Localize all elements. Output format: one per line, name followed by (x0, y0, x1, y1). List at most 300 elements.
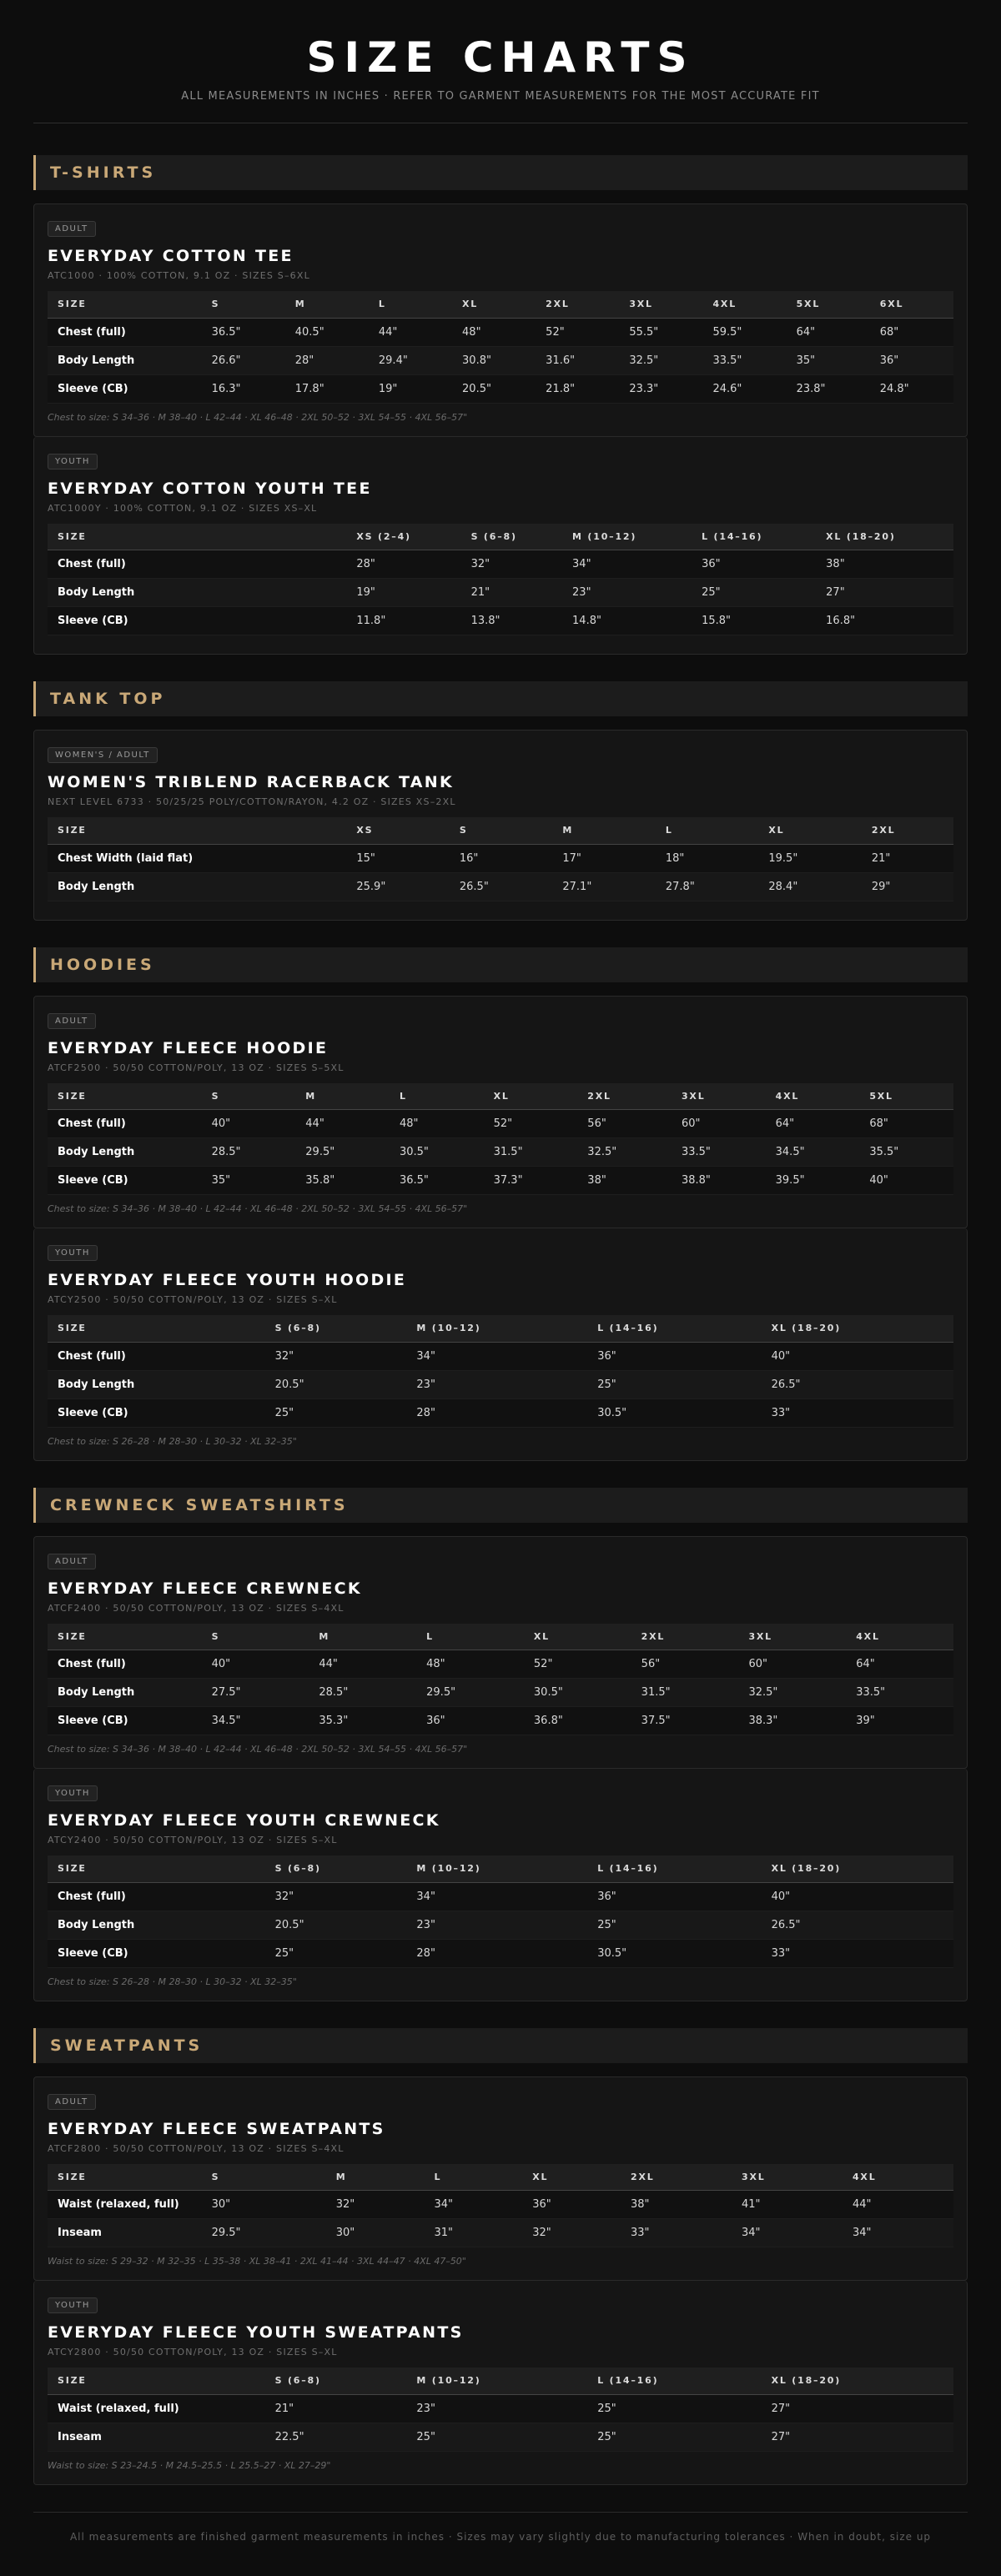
size-column-header: M (285, 291, 369, 318)
table-header-row (48, 2164, 953, 2191)
measurement-value: 20.5" (265, 1911, 407, 1939)
table-row (48, 579, 953, 607)
measurement-label: Chest (full) (48, 318, 202, 346)
size-section (33, 2028, 968, 2485)
table-row (48, 1138, 953, 1167)
section-header (33, 2028, 968, 2063)
table-row (48, 2394, 953, 2423)
size-column-header: S (202, 2164, 326, 2191)
audience-badge: YOUTH (48, 1785, 98, 1801)
measurement-value: 39" (846, 1707, 953, 1735)
measurement-value: 16" (450, 844, 553, 872)
measurement-value: 38" (621, 2191, 732, 2219)
table-row (48, 346, 953, 374)
measurement-value: 23" (406, 1911, 587, 1939)
section-header (33, 947, 968, 982)
size-column-header: XL (484, 1083, 578, 1110)
audience-badge: ADULT (48, 2094, 96, 2110)
measurement-value: 27" (816, 579, 953, 607)
measurement-label: Chest (full) (48, 1342, 265, 1370)
size-column-header: S (202, 1083, 296, 1110)
table-header-row (48, 1855, 953, 1882)
size-column-header: M (10–12) (406, 2368, 587, 2394)
measurement-value: 38" (577, 1167, 672, 1195)
size-column-header: 4XL (766, 1083, 860, 1110)
measurement-value: 52" (524, 1650, 631, 1679)
table-header-row (48, 1083, 953, 1110)
measurement-value: 32.5" (577, 1138, 672, 1167)
measurement-value: 21" (862, 844, 953, 872)
table-row (48, 2423, 953, 2451)
measurement-value: 52" (536, 318, 619, 346)
size-column-header: 2XL (862, 817, 953, 844)
product-name: EVERYDAY FLEECE SWEATPANTS (48, 2119, 385, 2138)
measurement-value: 29.5" (295, 1138, 390, 1167)
product-card (33, 1769, 968, 2001)
measurement-value: 28.4" (758, 872, 862, 901)
table-row (48, 1167, 953, 1195)
product-name: EVERYDAY COTTON TEE (48, 247, 294, 265)
measurement-value: 25" (587, 2394, 761, 2423)
table-row (48, 2219, 953, 2247)
table-header-row (48, 817, 953, 844)
measurement-label: Sleeve (CB) (48, 374, 202, 403)
measurement-value: 40" (202, 1650, 309, 1679)
measurement-value: 33.5" (846, 1679, 953, 1707)
measurement-value: 30.5" (524, 1679, 631, 1707)
audience-badge: WOMEN'S / ADULT (48, 747, 158, 763)
measurement-value: 27" (762, 2394, 953, 2423)
measurement-label: Body Length (48, 579, 346, 607)
size-column-header: SIZE (48, 1083, 202, 1110)
measurement-value: 48" (416, 1650, 524, 1679)
measurement-value: 23.8" (787, 374, 870, 403)
product-meta: ATCY2800 · 50/50 COTTON/POLY, 13 OZ · SIZES S–XL (48, 2347, 338, 2358)
measurement-value: 38.3" (738, 1707, 846, 1735)
measurement-value: 21.8" (536, 374, 619, 403)
fit-note: Chest to size: S 34–36 · M 38–40 · L 42–44 · XL 46–48 · 2XL 50–52 · 3XL 54–55 · 4XL 56–57" (48, 411, 468, 423)
measurement-value: 14.8" (562, 607, 692, 635)
measurement-value: 32" (265, 1342, 407, 1370)
product-name: EVERYDAY COTTON YOUTH TEE (48, 479, 372, 498)
size-table (48, 1083, 953, 1196)
audience-badge: YOUTH (48, 2297, 98, 2313)
measurement-value: 36" (692, 550, 816, 579)
table-row (48, 1110, 953, 1138)
measurement-value: 33.5" (702, 346, 786, 374)
size-column-header: M (309, 1624, 416, 1650)
product-meta: ATC1000 · 100% COTTON, 9.1 OZ · SIZES S–6XL (48, 270, 310, 281)
measurement-label: Sleeve (CB) (48, 1167, 202, 1195)
measurement-label: Body Length (48, 346, 202, 374)
measurement-value: 36" (587, 1342, 761, 1370)
measurement-value: 23.3" (619, 374, 702, 403)
table-row (48, 1939, 953, 1967)
measurement-value: 25" (265, 1398, 407, 1427)
size-table (48, 1855, 953, 1968)
size-column-header: M (552, 817, 656, 844)
measurement-value: 68" (870, 318, 953, 346)
measurement-value: 40" (762, 1882, 953, 1911)
measurement-label: Sleeve (CB) (48, 1398, 265, 1427)
measurement-value: 29" (862, 872, 953, 901)
fit-note: Waist to size: S 23–24.5 · M 24.5–25.5 · L 25.5–27 · XL 27–29" (48, 2459, 331, 2471)
measurement-value: 21" (265, 2394, 407, 2423)
size-column-header: L (14–16) (587, 2368, 761, 2394)
measurement-value: 52" (484, 1110, 578, 1138)
measurement-value: 27.1" (552, 872, 656, 901)
measurement-value: 33.5" (672, 1138, 766, 1167)
size-column-header: S (6–8) (265, 1315, 407, 1342)
measurement-value: 36.8" (524, 1707, 631, 1735)
measurement-value: 32" (522, 2219, 621, 2247)
measurement-value: 56" (577, 1110, 672, 1138)
product-meta: ATCY2400 · 50/50 COTTON/POLY, 13 OZ · SIZES S–XL (48, 1835, 338, 1845)
measurement-value: 33" (621, 2219, 732, 2247)
section-header (33, 1488, 968, 1523)
measurement-value: 20.5" (265, 1370, 407, 1398)
table-row (48, 844, 953, 872)
audience-badge: ADULT (48, 1013, 96, 1029)
size-column-header: XL (452, 291, 536, 318)
size-column-header: L (369, 291, 452, 318)
page-title: SIZE CHARTS (306, 33, 695, 82)
section-title: SWEATPANTS (50, 2036, 204, 2055)
size-column-header: 4XL (843, 2164, 953, 2191)
page-footer: All measurements are finished garment measurements in inches · Sizes may vary slightly due to manufacturing tolerances · When in doubt, size up (33, 2512, 968, 2576)
size-table (48, 524, 953, 636)
measurement-value: 31.5" (484, 1138, 578, 1167)
section-header (33, 681, 968, 716)
size-column-header: L (14–16) (587, 1315, 761, 1342)
table-row (48, 1707, 953, 1735)
size-column-header: S (6–8) (461, 524, 562, 550)
measurement-value: 32" (461, 550, 562, 579)
measurement-value: 29.5" (416, 1679, 524, 1707)
measurement-value: 34" (732, 2219, 843, 2247)
size-column-header: 2XL (621, 2164, 732, 2191)
size-column-header: M (10–12) (562, 524, 692, 550)
measurement-value: 60" (738, 1650, 846, 1679)
measurement-value: 48" (452, 318, 536, 346)
measurement-value: 34.5" (202, 1707, 309, 1735)
measurement-value: 24.6" (702, 374, 786, 403)
size-column-header: 5XL (859, 1083, 953, 1110)
product-card (33, 1228, 968, 1461)
measurement-value: 36.5" (390, 1167, 484, 1195)
measurement-value: 25" (692, 579, 816, 607)
table-row (48, 1398, 953, 1427)
measurement-value: 13.8" (461, 607, 562, 635)
audience-badge: YOUTH (48, 1245, 98, 1261)
measurement-value: 29.5" (202, 2219, 326, 2247)
measurement-value: 36" (587, 1882, 761, 1911)
size-column-header: S (6–8) (265, 1855, 407, 1882)
size-column-header: 2XL (536, 291, 619, 318)
measurement-value: 56" (631, 1650, 739, 1679)
size-column-header: 4XL (846, 1624, 953, 1650)
measurement-value: 44" (369, 318, 452, 346)
table-row (48, 1882, 953, 1911)
product-name: EVERYDAY FLEECE YOUTH SWEATPANTS (48, 2323, 464, 2342)
measurement-value: 40" (202, 1110, 296, 1138)
measurement-value: 33" (762, 1939, 953, 1967)
size-section (33, 155, 968, 655)
measurement-label: Waist (relaxed, full) (48, 2394, 265, 2423)
section-header (33, 155, 968, 190)
size-column-header: 3XL (738, 1624, 846, 1650)
page-header (33, 33, 968, 123)
size-column-header: SIZE (48, 2164, 202, 2191)
table-row (48, 550, 953, 579)
size-column-header: XL (524, 1624, 631, 1650)
size-column-header: XL (18–20) (816, 524, 953, 550)
size-column-header: XS (346, 817, 450, 844)
measurement-value: 21" (461, 579, 562, 607)
measurement-value: 33" (762, 1398, 953, 1427)
size-column-header: 3XL (672, 1083, 766, 1110)
size-table (48, 1315, 953, 1428)
fit-note: Chest to size: S 26–28 · M 28–30 · L 30–32 · XL 32–35" (48, 1435, 297, 1447)
measurement-value: 25" (587, 1370, 761, 1398)
table-header-row (48, 1624, 953, 1650)
product-card (33, 203, 968, 437)
measurement-label: Sleeve (CB) (48, 607, 346, 635)
measurement-value: 68" (859, 1110, 953, 1138)
table-row (48, 374, 953, 403)
measurement-value: 30" (202, 2191, 326, 2219)
measurement-value: 40" (859, 1167, 953, 1195)
table-row (48, 2191, 953, 2219)
measurement-value: 26.6" (202, 346, 285, 374)
audience-badge: ADULT (48, 221, 96, 237)
measurement-value: 64" (846, 1650, 953, 1679)
size-column-header: M (326, 2164, 425, 2191)
measurement-value: 59.5" (702, 318, 786, 346)
product-card (33, 1536, 968, 1770)
measurement-value: 32.5" (619, 346, 702, 374)
table-header-row (48, 2368, 953, 2394)
measurement-value: 36" (416, 1707, 524, 1735)
size-column-header: SIZE (48, 817, 346, 844)
size-column-header: XL (18–20) (762, 1855, 953, 1882)
measurement-value: 34" (843, 2219, 953, 2247)
measurement-value: 35.3" (309, 1707, 416, 1735)
size-column-header: L (390, 1083, 484, 1110)
section-title: HOODIES (50, 955, 155, 974)
product-meta: ATCF2800 · 50/50 COTTON/POLY, 13 OZ · SIZES S–4XL (48, 2142, 345, 2154)
measurement-value: 34" (562, 550, 692, 579)
measurement-value: 48" (390, 1110, 484, 1138)
measurement-value: 36" (870, 346, 953, 374)
measurement-value: 34" (406, 1882, 587, 1911)
section-title: CREWNECK SWEATSHIRTS (50, 1495, 349, 1514)
measurement-value: 55.5" (619, 318, 702, 346)
measurement-value: 16.3" (202, 374, 285, 403)
size-column-header: SIZE (48, 1855, 265, 1882)
measurement-value: 25.9" (346, 872, 450, 901)
measurement-value: 19" (346, 579, 460, 607)
measurement-value: 31.6" (536, 346, 619, 374)
size-column-header: XL (18–20) (762, 1315, 953, 1342)
measurement-value: 27" (762, 2423, 953, 2451)
size-column-header: SIZE (48, 1315, 265, 1342)
table-header-row (48, 1315, 953, 1342)
size-section (33, 947, 968, 1461)
size-column-header: L (14–16) (587, 1855, 761, 1882)
measurement-value: 40" (762, 1342, 953, 1370)
measurement-value: 28" (406, 1939, 587, 1967)
measurement-value: 23" (406, 1370, 587, 1398)
size-column-header: S (202, 1624, 309, 1650)
measurement-value: 38.8" (672, 1167, 766, 1195)
size-section (33, 681, 968, 921)
size-table (48, 291, 953, 404)
measurement-value: 22.5" (265, 2423, 407, 2451)
measurement-value: 34" (425, 2191, 523, 2219)
table-row (48, 607, 953, 635)
measurement-value: 25" (265, 1939, 407, 1967)
size-column-header: S (6–8) (265, 2368, 407, 2394)
measurement-value: 36.5" (202, 318, 285, 346)
page-subtitle: ALL MEASUREMENTS IN INCHES · REFER TO GARMENT MEASUREMENTS FOR THE MOST ACCURATE FIT (181, 90, 820, 103)
measurement-value: 35.8" (295, 1167, 390, 1195)
measurement-value: 64" (766, 1110, 860, 1138)
table-header-row (48, 291, 953, 318)
audience-badge: YOUTH (48, 454, 98, 470)
size-column-header: S (450, 817, 553, 844)
size-column-header: SIZE (48, 524, 346, 550)
audience-badge: ADULT (48, 1554, 96, 1569)
measurement-value: 30.5" (390, 1138, 484, 1167)
fit-note: Chest to size: S 26–28 · M 28–30 · L 30–32 · XL 32–35" (48, 1976, 297, 1987)
measurement-value: 26.5" (762, 1911, 953, 1939)
measurement-value: 32" (265, 1882, 407, 1911)
table-row (48, 1342, 953, 1370)
measurement-label: Sleeve (CB) (48, 1939, 265, 1967)
measurement-label: Body Length (48, 1911, 265, 1939)
measurement-value: 28.5" (309, 1679, 416, 1707)
fit-note: Waist to size: S 29–32 · M 32–35 · L 35–38 · XL 38–41 · 2XL 41–44 · 3XL 44–47 · 4XL 47–50" (48, 2256, 466, 2267)
size-table (48, 2164, 953, 2248)
size-column-header: SIZE (48, 2368, 265, 2394)
measurement-value: 23" (406, 2394, 587, 2423)
measurement-value: 11.8" (346, 607, 460, 635)
measurement-value: 19.5" (758, 844, 862, 872)
measurement-value: 40.5" (285, 318, 369, 346)
size-column-header: XL (522, 2164, 621, 2191)
table-row (48, 318, 953, 346)
measurement-value: 34" (406, 1342, 587, 1370)
measurement-label: Chest (full) (48, 1650, 202, 1679)
measurement-value: 28" (346, 550, 460, 579)
product-name: EVERYDAY FLEECE YOUTH HOODIE (48, 1271, 407, 1289)
product-card (33, 996, 968, 1229)
measurement-value: 16.8" (816, 607, 953, 635)
measurement-value: 17" (552, 844, 656, 872)
measurement-value: 26.5" (450, 872, 553, 901)
measurement-value: 23" (562, 579, 692, 607)
fit-note: Chest to size: S 34–36 · M 38–40 · L 42–44 · XL 46–48 · 2XL 50–52 · 3XL 54–55 · 4XL 56–57" (48, 1744, 468, 1755)
measurement-value: 15" (346, 844, 450, 872)
measurement-value: 36" (522, 2191, 621, 2219)
size-column-header: 5XL (787, 291, 870, 318)
measurement-value: 64" (787, 318, 870, 346)
size-column-header: S (202, 291, 285, 318)
product-name: EVERYDAY FLEECE CREWNECK (48, 1579, 362, 1598)
measurement-value: 44" (295, 1110, 390, 1138)
measurement-value: 17.8" (285, 374, 369, 403)
product-card (33, 437, 968, 655)
measurement-value: 30" (326, 2219, 425, 2247)
measurement-value: 41" (732, 2191, 843, 2219)
measurement-label: Chest (full) (48, 550, 346, 579)
size-section (33, 1488, 968, 2001)
measurement-label: Body Length (48, 872, 346, 901)
sections-container (33, 155, 968, 2485)
measurement-value: 32.5" (738, 1679, 846, 1707)
measurement-value: 20.5" (452, 374, 536, 403)
size-column-header: L (14–16) (692, 524, 816, 550)
measurement-value: 19" (369, 374, 452, 403)
section-title: TANK TOP (50, 690, 166, 708)
measurement-value: 30.5" (587, 1398, 761, 1427)
measurement-value: 28.5" (202, 1138, 296, 1167)
measurement-value: 31" (425, 2219, 523, 2247)
measurement-value: 25" (587, 2423, 761, 2451)
size-column-header: M (295, 1083, 390, 1110)
measurement-value: 35" (787, 346, 870, 374)
measurement-value: 35" (202, 1167, 296, 1195)
size-column-header: 3XL (732, 2164, 843, 2191)
size-column-header: 4XL (702, 291, 786, 318)
size-column-header: XS (2–4) (346, 524, 460, 550)
measurement-label: Inseam (48, 2423, 265, 2451)
product-meta: NEXT LEVEL 6733 · 50/25/25 POLY/COTTON/RAYON, 4.2 OZ · SIZES XS–2XL (48, 796, 456, 807)
measurement-label: Inseam (48, 2219, 202, 2247)
table-row (48, 872, 953, 901)
measurement-value: 39.5" (766, 1167, 860, 1195)
product-card (33, 730, 968, 921)
product-card (33, 2076, 968, 2282)
measurement-value: 24.8" (870, 374, 953, 403)
size-table (48, 1624, 953, 1736)
table-row (48, 1679, 953, 1707)
measurement-value: 25" (406, 2423, 587, 2451)
measurement-value: 29.4" (369, 346, 452, 374)
measurement-label: Body Length (48, 1370, 265, 1398)
size-column-header: XL (758, 817, 862, 844)
size-column-header: M (10–12) (406, 1855, 587, 1882)
measurement-value: 27.5" (202, 1679, 309, 1707)
product-meta: ATCF2400 · 50/50 COTTON/POLY, 13 OZ · SIZES S–4XL (48, 1602, 345, 1614)
measurement-value: 37.5" (631, 1707, 739, 1735)
table-row (48, 1911, 953, 1939)
product-card (33, 2281, 968, 2485)
measurement-value: 26.5" (762, 1370, 953, 1398)
size-column-header: L (656, 817, 759, 844)
product-meta: ATC1000Y · 100% COTTON, 9.1 OZ · SIZES XS–XL (48, 502, 318, 514)
measurement-value: 30.5" (587, 1939, 761, 1967)
measurement-label: Waist (relaxed, full) (48, 2191, 202, 2219)
measurement-value: 60" (672, 1110, 766, 1138)
product-name: EVERYDAY FLEECE HOODIE (48, 1038, 329, 1057)
size-column-header: 2XL (631, 1624, 739, 1650)
product-name: EVERYDAY FLEECE YOUTH CREWNECK (48, 1811, 440, 1830)
measurement-value: 28" (406, 1398, 587, 1427)
fit-note: Chest to size: S 34–36 · M 38–40 · L 42–44 · XL 46–48 · 2XL 50–52 · 3XL 54–55 · 4XL 56–57" (48, 1203, 468, 1214)
size-column-header: L (425, 2164, 523, 2191)
